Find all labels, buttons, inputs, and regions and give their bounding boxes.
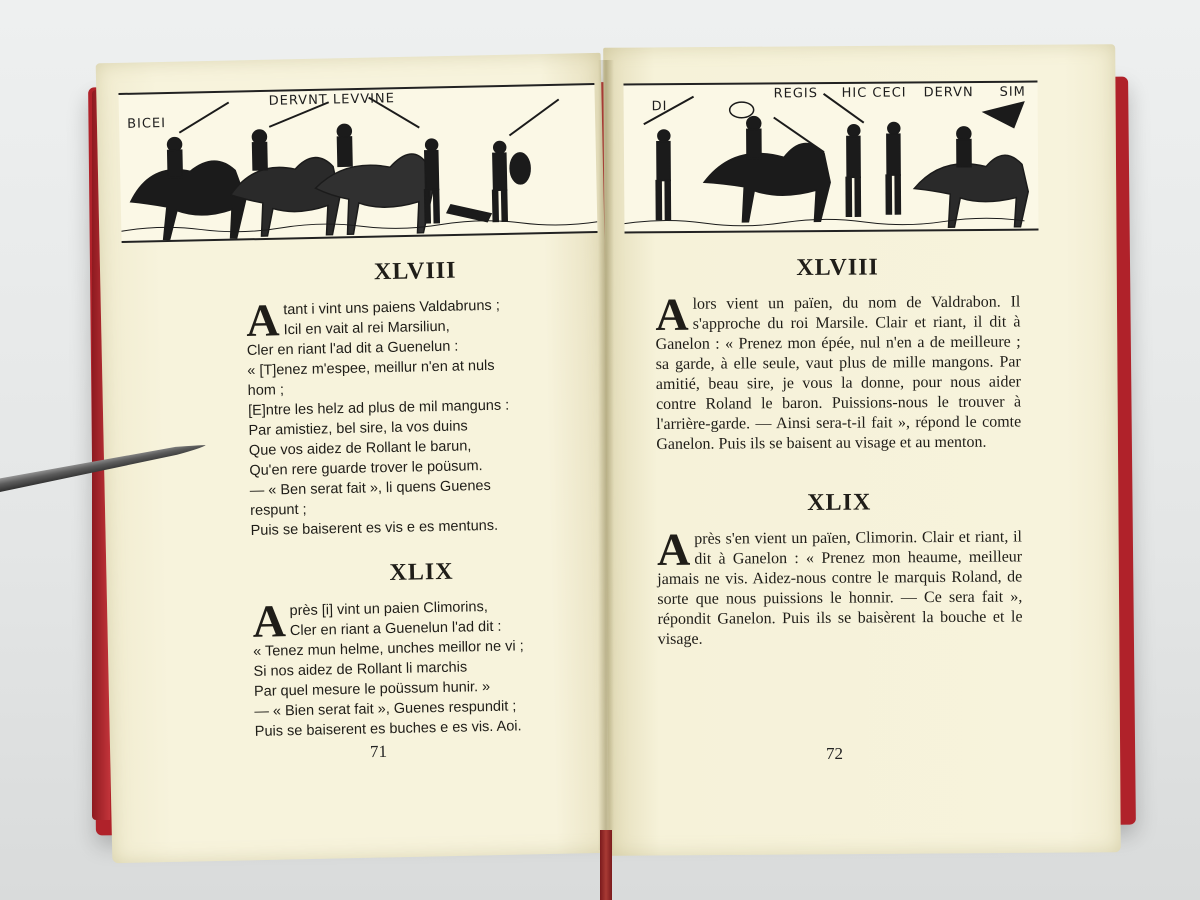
tapestry-caption: HIC CECI [841,85,907,101]
drop-cap: A [251,595,287,647]
right-tapestry-illustration [623,81,1038,234]
tapestry-battle-scene [623,83,1038,232]
tapestry-battle-scene [119,85,598,241]
verse-line: tant i vint uns paiens Valdabruns ; [283,297,500,319]
stanza-heading: XLIX [807,489,872,516]
page-number: 71 [369,741,388,762]
paragraph-text: près s'en vient un païen, Climorin. Clair et riant, il dit à Ganelon : « Prenez mon heaume, meilleur jamais ne vis. Aidez-nous contre le marquis Roland, de sorte que nous puissions le honnir. — Ce sera fait », répondit Ganelon. Puis ils se baisèrent la bouche et le visage. [657,528,1023,648]
verse-line: Par quel mesure le poüssum hunir. » [253,678,491,700]
verse-line: Puis se baiserent es vis e es mentuns. [250,517,499,539]
tapestry-caption: BICEI [126,116,167,132]
drop-cap: A [655,288,689,340]
paragraph-text: lors vient un païen, du nom de Valdrabon. Il s'approche du roi Marsile. Clair et riant, il dit à Ganelon : « Prenez mon épée, nul n'en a de meilleure ; sa garde, à elle seule, vaut plus de mille mangons. Par amitié, beau sire, je vous la donne, pour nous aider contre Roland le baron. Puissions-nous le trouver à l'arrière-garde. — Ainsi sera-t-il fait », répond le comte Ganelon. Puis ils se baisent au visage et au menton. [655,293,1022,453]
verse-line: près [i] vint un paien Climorins, [289,598,488,620]
verse-line: Si nos aidez de Rollant li marchis [253,659,468,680]
verse-line: Que vos aidez de Rollant le barun, [248,438,472,459]
stanza-heading: XLIX [389,558,454,587]
page-number: 72 [826,744,843,763]
verse-line: — « Ben serat fait », li quens Guenes [249,477,491,499]
verse-line: « Tenez mun helme, unches meillor ne vi ; [253,638,524,660]
drop-cap: A [656,523,691,575]
ribbon-bookmark [600,830,612,900]
tapestry-caption: DERVN [923,85,974,101]
book-gutter [598,60,614,850]
verse-line: « [T]enez m'espee, meillur n'en at nuls [247,357,495,379]
verse-line: Cler en riant a Guenelun l'ad dit : [289,618,502,640]
verse-line: Puis se baiserent es buches e es vis. Aoi. [254,718,522,740]
stanza-heading: XLVIII [373,257,457,286]
left-tapestry-illustration [118,83,597,243]
drop-cap: A [245,294,280,346]
tapestry-caption: DERVNT LEVVINE [268,91,396,109]
verse-line: Icil en vait al rei Marsiliun, [283,318,450,339]
old-french-stanza [252,595,595,742]
tapestry-caption: REGIS [773,86,819,102]
stanza-heading: XLVIII [796,254,879,282]
verse-line: — « Bien serat fait », Guenes respundit ; [254,698,517,720]
verse-line: Cler en riant l'ad dit a Guenelun : [246,338,459,359]
tapestry-caption: SIM [999,84,1026,100]
verse-line: Par amistiez, bel sire, la vos duins [248,418,468,439]
right-page-text [655,253,1023,650]
old-french-stanza [246,294,591,541]
verse-line: hom ; [247,382,285,399]
modern-french-paragraph [656,523,1023,650]
verse-line: [E]ntre les helz ad plus de mil manguns : [247,397,510,419]
verse-line: respunt ; [250,501,307,519]
modern-french-paragraph [655,288,1022,455]
left-page-text [245,255,595,742]
tapestry-caption: DI [651,99,668,115]
verse-line: Qu'en rere guarde trover le poüsum. [249,458,483,479]
